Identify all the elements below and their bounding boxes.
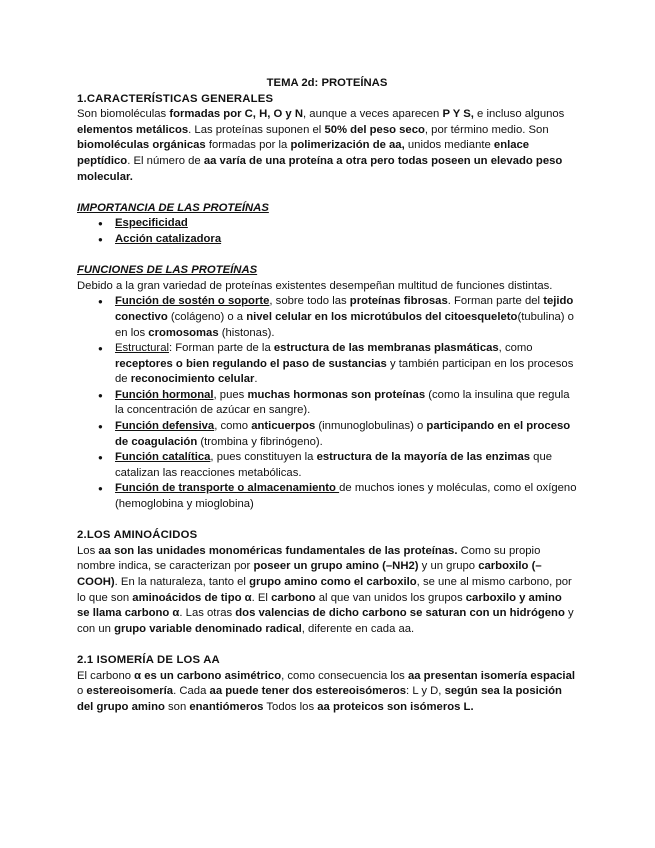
section-2-1-paragraph: El carbono α es un carbono asimétrico, como consecuencia los aa presentan isomería espacial o estereoisomería. Cada aa puede tener dos estereoisómeros: L y D, según sea la posición del grupo amino son enantiómeros Todos los aa proteicos son isómeros L. xyxy=(77,669,575,713)
document-page xyxy=(77,76,577,715)
importancia-list xyxy=(77,216,577,247)
list-item: ● Especificidad xyxy=(115,216,577,232)
list-item: ● Función defensiva, como anticuerpos (inmunoglobulinas) o participando en el proceso de coagulación (trombina y fibrinógeno). xyxy=(115,419,577,450)
funciones-heading: FUNCIONES DE LAS PROTEÍNAS xyxy=(77,264,258,277)
section-1-paragraph: Son biomoléculas formadas por C, H, O y N, aunque a veces aparecen P Y S, e incluso algunos elementos metálicos. Las proteínas suponen el 50% del peso seco, por término medio. Son biomoléculas orgánicas formadas por la polimerización de aa, unidos mediante enlace peptídico. El número de aa varía de una proteína a otra pero todas poseen un elevado peso molecular. xyxy=(77,108,565,183)
list-item: ● Función catalítica, pues constituyen la estructura de la mayoría de las enzimas que catalizan las reacciones metabólicas. xyxy=(115,450,577,481)
section-heading-1: 1.CARACTERÍSTICAS GENERALES xyxy=(77,92,274,105)
funciones-list xyxy=(77,294,577,512)
list-item: ● Acción catalizadora xyxy=(115,232,577,248)
list-item: ● Función de sostén o soporte, sobre todo las proteínas fibrosas. Forman parte del tejido conectivo (colágeno) o a nivel celular en los microtúbulos del citoesqueleto(tubulina) o en los cromosomas (histonas). xyxy=(115,294,577,341)
list-item: ● Estructural: Forman parte de la estructura de las membranas plasmáticas, como receptores o bien regulando el paso de sustancias y también participan en los procesos de reconocimiento celular. xyxy=(115,341,577,388)
section-heading-2: 2.LOS AMINOÁCIDOS xyxy=(77,529,198,542)
importancia-heading: IMPORTANCIA DE LAS PROTEÍNAS xyxy=(77,201,269,214)
list-item: ● Función de transporte o almacenamiento de muchos iones y moléculas, como el oxígeno (hemoglobina y mioglobina) xyxy=(115,481,577,512)
page-title: TEMA 2d: PROTEÍNAS xyxy=(266,77,388,89)
section-2-paragraph: Los aa son las unidades monoméricas fundamentales de las proteínas. Como su propio nombre indica, se caracterizan por poseer un grupo amino (–NH2) y un grupo carboxilo (–COOH). En la naturaleza, tanto el grupo amino como el carboxilo, se une al mismo carbono, por lo que son aminoácidos de tipo α. El carbono al que van unidos los grupos carboxilo y amino se llama carbono α. Las otras dos valencias de dicho carbono se saturan con un hidrógeno y con un grupo variable denominado radical, diferente en cada aa. xyxy=(77,544,574,635)
list-item: ● Función hormonal, pues muchas hormonas son proteínas (como la insulina que regula la concentración de azúcar en sangre). xyxy=(115,388,577,419)
funciones-intro: Debido a la gran variedad de proteínas existentes desempeñan multitud de funciones distintas. xyxy=(77,279,553,292)
section-heading-2-1: 2.1 ISOMERÍA DE LOS AA xyxy=(77,653,220,666)
